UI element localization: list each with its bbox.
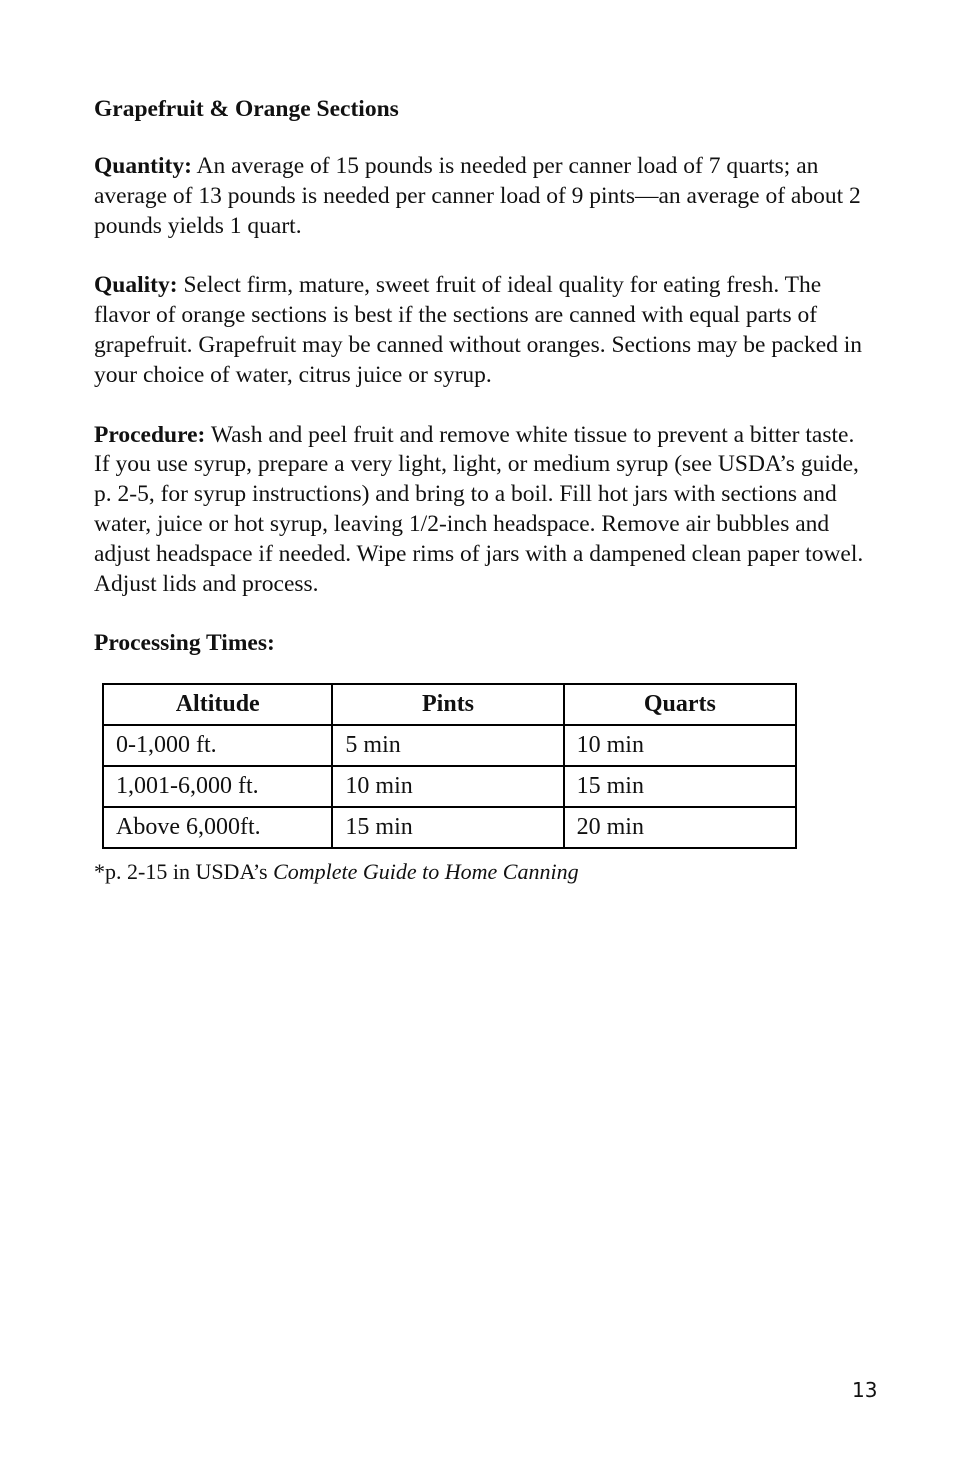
- procedure-paragraph: [94, 421, 864, 600]
- page-title: Grapefruit & Orange Sections: [94, 96, 399, 122]
- altitude-cell: Above 6,000ft.: [103, 807, 332, 848]
- footnote: [94, 857, 864, 887]
- quantity-label: Quantity:: [94, 153, 192, 179]
- quarts-cell: 15 min: [564, 766, 796, 807]
- processing-times-table: [102, 683, 797, 849]
- document-page: [94, 92, 864, 887]
- altitude-cell: 1,001-6,000 ft.: [103, 766, 332, 807]
- quality-text: Select firm, mature, sweet fruit of ideal quality for eating fresh. The flavor of orange sections is best if the sections are canned with equal parts of grapefruit. Grapefruit may be canned without oranges. Sections may be packed in your choice of water, citrus juice or syrup.: [94, 272, 863, 388]
- column-header-quarts: Quarts: [564, 684, 796, 725]
- page-number: 13: [852, 1378, 878, 1402]
- quantity-paragraph: [94, 152, 864, 241]
- quarts-cell: 20 min: [564, 807, 796, 848]
- pints-cell: 15 min: [332, 807, 563, 848]
- procedure-label: Procedure:: [94, 421, 206, 448]
- column-header-altitude: Altitude: [103, 684, 332, 725]
- pints-cell: 10 min: [332, 766, 563, 807]
- quality-label: Quality:: [94, 272, 178, 299]
- table-row: [103, 766, 796, 807]
- quality-paragraph: [94, 271, 864, 390]
- column-header-pints: Pints: [332, 684, 563, 725]
- processing-times-heading: Processing Times:: [94, 630, 275, 657]
- pints-cell: 5 min: [332, 725, 563, 766]
- altitude-cell: 0-1,000 ft.: [103, 725, 332, 766]
- table-row: [103, 807, 796, 848]
- procedure-text: Wash and peel fruit and remove white tissue to prevent a bitter taste. If you use syrup, prepare a very light, light, or medium syrup (see USDA’s guide, p. 2-5, for syrup instructions) and bring to a boil. Fill hot jars with sections and water, juice or hot syrup, leaving 1/2-inch headspace. Remove air bubbles and adjust headspace if needed. Wipe rims of jars with a dampened clean paper towel. Adjust lids and process.: [94, 421, 864, 597]
- footnote-book-title: Complete Guide to Home Canning: [273, 859, 579, 885]
- table-row: [103, 725, 796, 766]
- footnote-prefix: *p. 2-15 in USDA’s: [94, 859, 274, 885]
- quarts-cell: 10 min: [564, 725, 796, 766]
- table-header-row: [103, 684, 796, 725]
- quantity-text: An average of 15 pounds is needed per canner load of 7 quarts; an average of 13 pounds is needed per canner load of 9 pints—an average of about 2 pounds yields 1 quart.: [94, 153, 861, 239]
